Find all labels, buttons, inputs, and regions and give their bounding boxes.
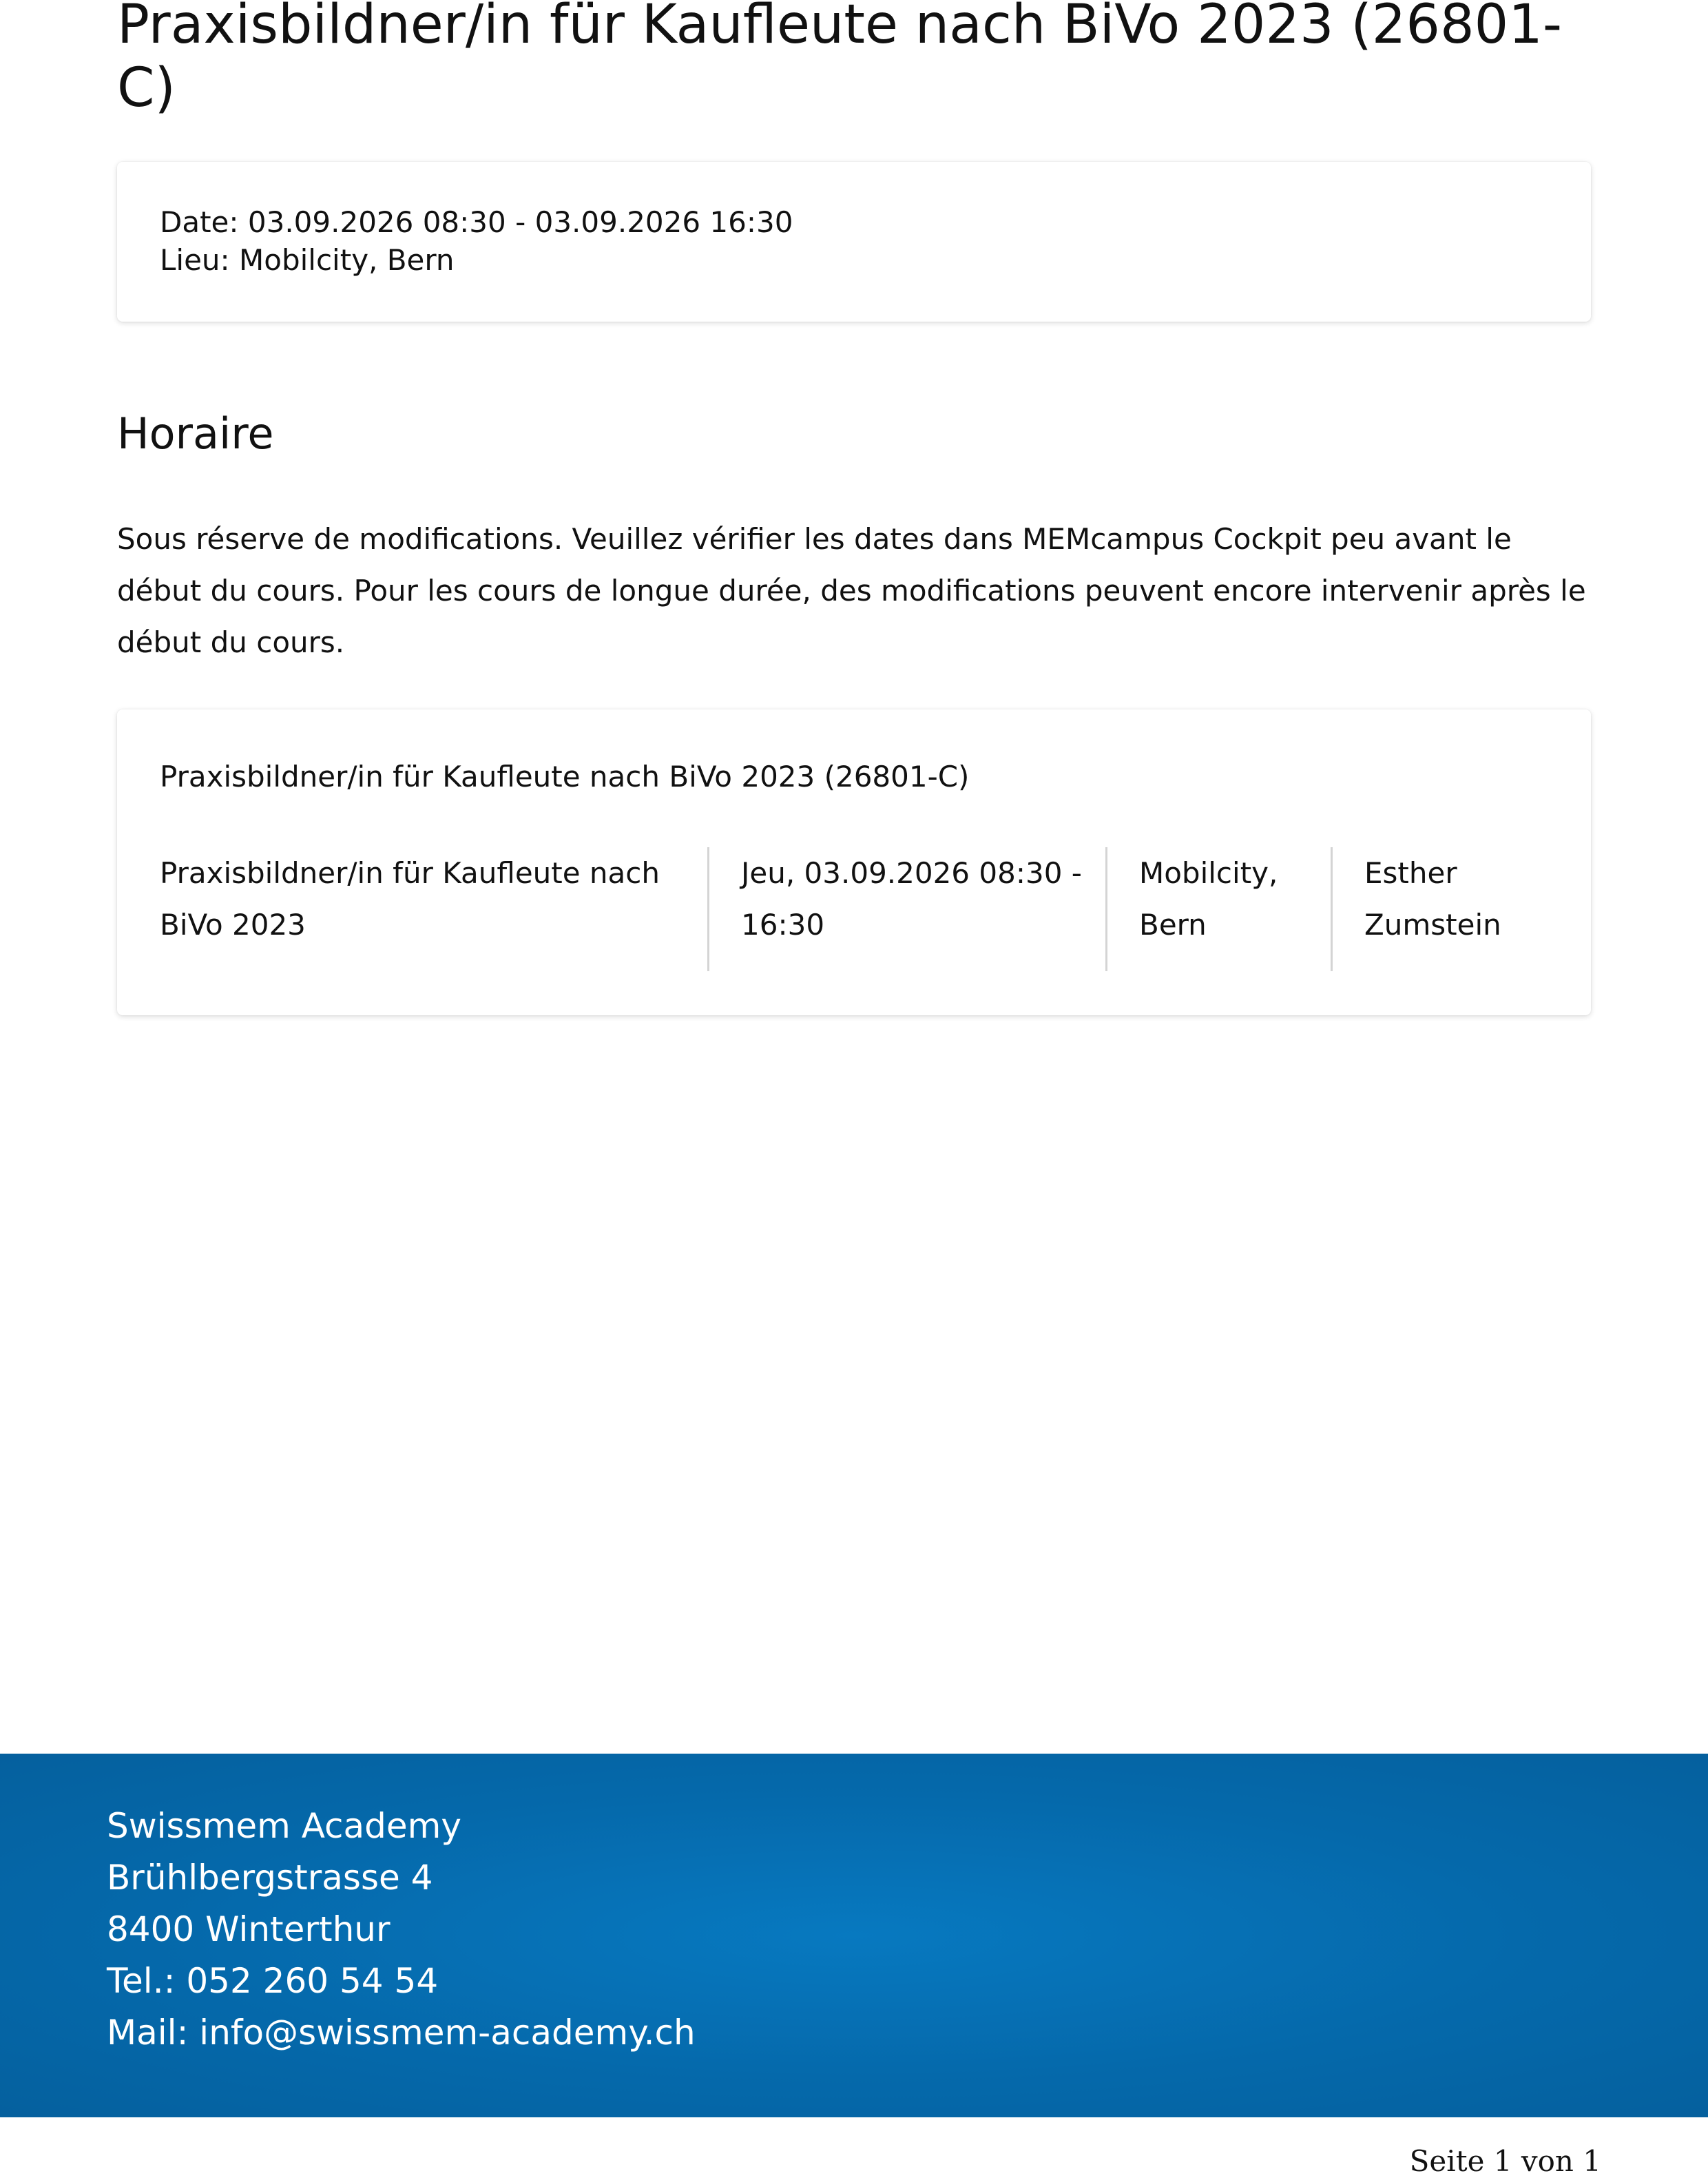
column-divider	[1105, 847, 1107, 971]
schedule-heading: Horaire	[117, 408, 274, 459]
footer-phone: Tel.: 052 260 54 54	[107, 1961, 439, 2001]
schedule-course-title: Praxisbildner/in für Kaufleute nach BiVo 2023 (26801-C)	[160, 760, 970, 793]
course-date: Date: 03.09.2026 08:30 - 03.09.2026 16:30	[160, 205, 793, 239]
schedule-notice: Sous réserve de modifications. Veuillez vérifier les dates dans MEMcampus Cockpit peu avant le début du cours. Pour les cours de longue durée, des modifications peuvent encore intervenir après le début du cours.	[117, 522, 1586, 659]
page-number: Seite 1 von 1	[1409, 2144, 1601, 2178]
course-location: Lieu: Mobilcity, Bern	[160, 243, 455, 277]
footer-street: Brühlbergstrasse 4	[107, 1858, 433, 1898]
column-divider	[1331, 847, 1333, 971]
footer-mail: Mail: info@swissmem-academy.ch	[107, 2013, 696, 2053]
session-datetime-cell: Jeu, 03.09.2026 08:30 - 16:30	[741, 856, 1082, 942]
footer-organization: Swissmem Academy	[107, 1806, 461, 1846]
footer	[0, 1754, 1708, 2117]
course-info-card	[117, 162, 1591, 322]
column-divider	[707, 847, 709, 971]
page-title: Praxisbildner/in für Kaufleute nach BiVo 2023 (26801-C)	[117, 0, 1563, 119]
table-row	[117, 847, 1591, 971]
footer-city: 8400 Winterthur	[107, 1909, 390, 1949]
schedule-card	[117, 709, 1591, 1015]
session-instructor-cell: Esther Zumstein	[1364, 856, 1501, 942]
session-name-cell: Praxisbildner/in für Kaufleute nach BiVo 2023	[160, 856, 660, 942]
session-location-cell: Mobilcity, Bern	[1139, 856, 1278, 942]
